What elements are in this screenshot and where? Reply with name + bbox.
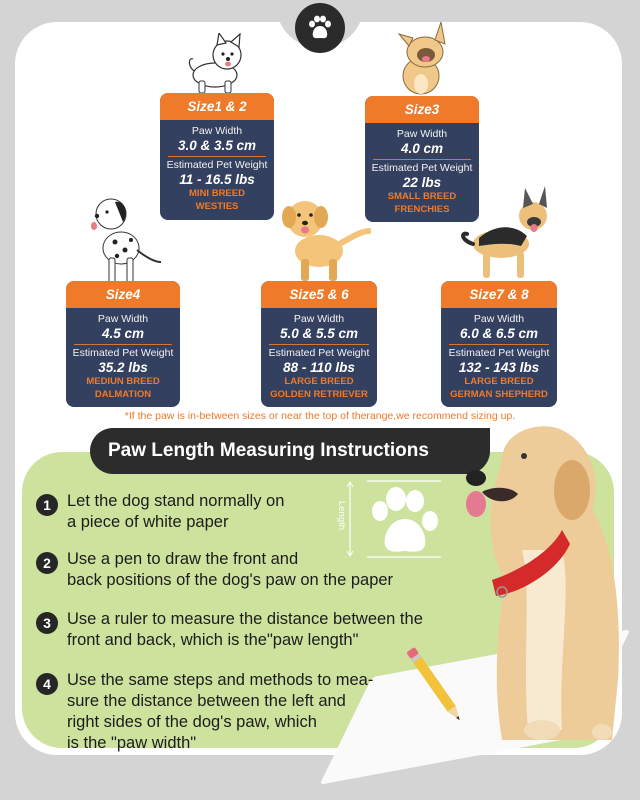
size-title: Size1 & 2 <box>160 93 274 120</box>
paw-width-label: Paw Width <box>396 128 448 140</box>
breed-class: MINI BREED <box>189 188 245 199</box>
paw-width-label: Paw Width <box>191 125 243 137</box>
size-card <box>66 281 180 407</box>
instruction-step <box>36 670 373 754</box>
paw-width-value: 5.0 & 5.5 cm <box>279 326 359 341</box>
divider <box>168 156 266 157</box>
westie-illustration <box>185 33 251 95</box>
step-text-line: sure the distance between the left and <box>67 692 346 710</box>
breed-name: DALMATION <box>94 389 152 400</box>
paw-badge <box>295 3 345 53</box>
pencil-icon <box>400 640 470 730</box>
breed-class: MEDIUN BREED <box>86 376 160 387</box>
breed-class: SMALL BREED <box>387 191 457 202</box>
instructions-title: Paw Length Measuring Instructions <box>90 428 490 474</box>
sizing-note: *If the paw is in-between sizes or near the top of therange,we recommend sizing up. <box>124 410 516 422</box>
paw-width-label: Paw Width <box>473 313 525 325</box>
step-text-line: right sides of the dog's paw, which <box>67 713 317 731</box>
weight-label: Estimated Pet Weight <box>166 159 268 171</box>
step-text-line: Let the dog stand normally on <box>67 492 285 510</box>
divider <box>449 344 549 345</box>
size-card <box>261 281 377 407</box>
divider <box>373 159 471 160</box>
breed-class: LARGE BREED <box>464 376 534 387</box>
size-card <box>441 281 557 407</box>
step-text-line: a piece of white paper <box>67 513 229 531</box>
weight-label: Estimated Pet Weight <box>72 347 174 359</box>
step-text-line: front and back, which is the"paw length" <box>67 631 359 649</box>
size-title: Size7 & 8 <box>441 281 557 308</box>
weight-value: 11 - 16.5 lbs <box>179 172 255 187</box>
size-title: Size3 <box>365 96 479 123</box>
instruction-step <box>36 549 393 591</box>
instruction-step <box>36 609 423 651</box>
instruction-step <box>36 491 284 533</box>
paw-width-value: 4.0 cm <box>400 141 444 156</box>
weight-value: 88 - 110 lbs <box>283 360 355 375</box>
paw-width-value: 3.0 & 3.5 cm <box>177 138 257 153</box>
size-title: Size5 & 6 <box>261 281 377 308</box>
step-number: 1 <box>36 494 58 516</box>
weight-value: 22 lbs <box>402 175 442 190</box>
golden-retriever-photo <box>462 420 622 755</box>
breed-name: GOLDEN RETRIEVER <box>270 389 368 400</box>
size-title: Size4 <box>66 281 180 308</box>
weight-value: 132 - 143 lbs <box>458 360 540 375</box>
paw-width-value: 6.0 & 6.5 cm <box>459 326 539 341</box>
dalmatian-illustration <box>85 192 165 284</box>
step-number: 4 <box>36 673 58 695</box>
divider <box>269 344 369 345</box>
french-bulldog-illustration <box>395 22 455 96</box>
step-number: 2 <box>36 552 58 574</box>
step-text-line: Use a ruler to measure the distance between the <box>67 610 423 628</box>
breed-name: WESTIES <box>195 201 239 212</box>
paw-length-diagram <box>345 479 443 559</box>
paw-width-label: Paw Width <box>97 313 149 325</box>
step-text-line: back positions of the dog's paw on the paper <box>67 571 394 589</box>
step-text-line: is the "paw width" <box>67 734 197 752</box>
breed-class: LARGE BREED <box>284 376 354 387</box>
length-label: Length <box>336 500 348 531</box>
size-card <box>365 96 479 222</box>
weight-label: Estimated Pet Weight <box>448 347 550 359</box>
divider <box>74 344 172 345</box>
step-number: 3 <box>36 612 58 634</box>
step-text-line: Use a pen to draw the front and <box>67 550 299 568</box>
step-text-line: Use the same steps and methods to mea- <box>67 671 374 689</box>
paw-icon <box>306 15 334 41</box>
golden-retriever-illustration <box>275 195 371 283</box>
breed-name: FRENCHIES <box>394 204 450 215</box>
paw-width-value: 4.5 cm <box>101 326 145 341</box>
weight-label: Estimated Pet Weight <box>371 162 473 174</box>
size-card <box>160 93 274 220</box>
breed-name: GERMAN SHEPHERD <box>450 389 548 400</box>
weight-value: 35.2 lbs <box>98 360 148 375</box>
weight-label: Estimated Pet Weight <box>268 347 370 359</box>
paw-width-label: Paw Width <box>293 313 345 325</box>
